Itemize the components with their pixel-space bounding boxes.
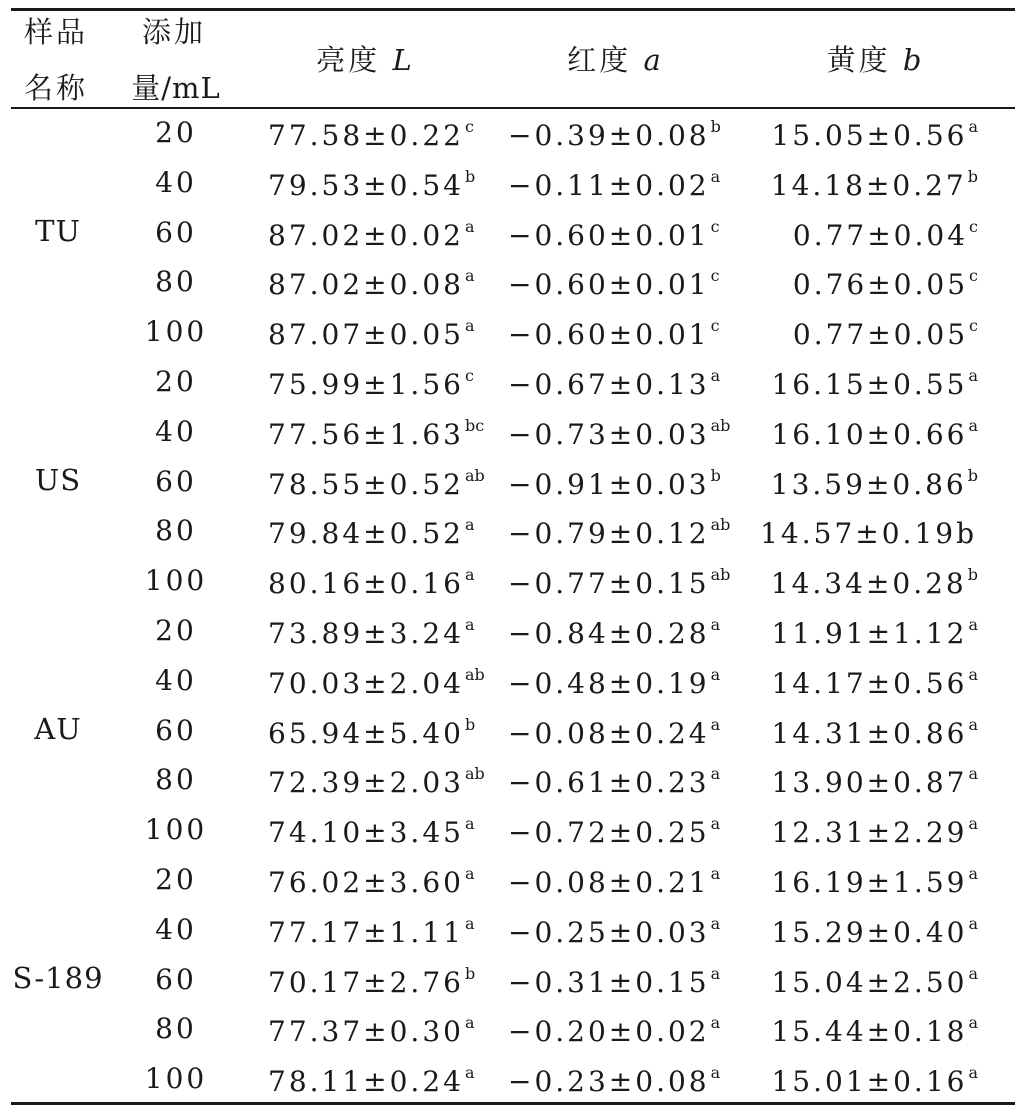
- cell-yellowness: [771, 119, 978, 150]
- cell-yellowness: [771, 617, 978, 648]
- cell-redness: [508, 318, 720, 349]
- header-redness-label: 红度: [567, 43, 632, 77]
- cell-amount-value: 100: [144, 564, 208, 597]
- cell-redness-significance-letter: ab: [710, 515, 731, 534]
- cell-yellowness-significance-letter: a: [968, 1013, 978, 1032]
- cell-redness-value: −0.11±0.02: [508, 169, 710, 202]
- cell-amount: [155, 863, 197, 896]
- cell-lightness-significance-letter: a: [464, 1063, 475, 1082]
- cell-lightness-significance-letter: a: [464, 814, 475, 833]
- cell-lightness-value: 77.37±0.30: [268, 1015, 464, 1048]
- table-top-rule: [11, 8, 1015, 11]
- cell-yellowness-significance-letter: a: [968, 814, 978, 833]
- table-header-rule: [11, 107, 1015, 109]
- header-lightness: [316, 43, 412, 77]
- cell-yellowness-significance-letter: a: [968, 615, 978, 634]
- cell-redness-significance-letter: ab: [710, 565, 731, 584]
- cell-amount-value: 60: [155, 465, 197, 498]
- cell-yellowness-value: 0.76±0.05: [792, 268, 969, 301]
- cell-amount: [155, 465, 197, 498]
- cell-lightness-significance-letter: ab: [464, 665, 485, 684]
- table-bottom-rule: [11, 1102, 1015, 1105]
- cell-lightness-value: 75.99±1.56: [268, 368, 464, 401]
- cell-yellowness-value: 15.44±0.18: [771, 1015, 968, 1048]
- cell-yellowness-significance-letter: c: [969, 316, 978, 335]
- cell-yellowness: [771, 468, 978, 499]
- cell-lightness-value: 74.10±3.45: [268, 816, 464, 849]
- cell-yellowness: [771, 1065, 978, 1096]
- cell-yellowness-value: 14.18±0.27: [770, 169, 967, 202]
- cell-yellowness: [771, 418, 978, 449]
- cell-amount-value: 60: [155, 714, 197, 747]
- cell-lightness-significance-letter: a: [464, 217, 475, 236]
- cell-redness-significance-letter: a: [710, 914, 721, 933]
- cell-redness-significance-letter: a: [710, 814, 721, 833]
- cell-redness-value: −0.91±0.03: [508, 468, 710, 501]
- cell-yellowness-value: 0.77±0.05: [792, 318, 969, 351]
- cell-amount: [155, 415, 197, 448]
- cell-lightness-value: 65.94±5.40: [268, 717, 464, 750]
- cell-redness-significance-letter: b: [710, 117, 721, 136]
- cell-yellowness: [771, 368, 978, 399]
- cell-yellowness: [771, 169, 978, 200]
- header-sample-line1: 样品: [23, 15, 89, 49]
- cell-redness: [508, 866, 720, 897]
- cell-lightness-value: 72.39±2.03: [268, 766, 464, 799]
- cell-redness-value: −0.77±0.15: [508, 567, 710, 600]
- cell-yellowness-significance-letter: a: [968, 117, 978, 136]
- group-label-au: AU: [34, 712, 82, 746]
- cell-yellowness-value: 15.01±0.16: [771, 1065, 968, 1098]
- cell-redness-value: −0.73±0.03: [508, 418, 710, 451]
- cell-lightness-significance-letter: a: [464, 316, 475, 335]
- cell-yellowness: [793, 318, 978, 349]
- cell-redness-significance-letter: a: [710, 964, 721, 983]
- cell-redness-significance-letter: c: [710, 217, 720, 236]
- header-yellowness-label: 黄度: [826, 43, 891, 77]
- cell-amount-value: 100: [144, 1062, 208, 1095]
- cell-yellowness-value: 11.91±1.12: [771, 617, 968, 650]
- cell-amount-value: 40: [155, 166, 197, 199]
- cell-redness-value: −0.60±0.01: [508, 268, 710, 301]
- cell-amount: [144, 564, 208, 597]
- header-redness-symbol: a: [643, 43, 661, 77]
- cell-amount: [155, 265, 197, 298]
- cell-lightness-significance-letter: a: [464, 1013, 475, 1032]
- cell-lightness: [268, 1015, 475, 1046]
- cell-redness-significance-letter: a: [710, 1063, 721, 1082]
- cell-yellowness: [771, 966, 978, 997]
- cell-amount: [155, 365, 197, 398]
- cell-lightness-value: 78.11±0.24: [268, 1065, 464, 1098]
- header-amount-line2: 量/mL: [131, 71, 221, 105]
- cell-amount: [155, 963, 197, 996]
- cell-amount: [155, 216, 197, 249]
- cell-yellowness: [771, 866, 978, 897]
- cell-redness-value: −0.79±0.12: [508, 517, 710, 550]
- cell-lightness: [268, 119, 474, 150]
- cell-lightness: [268, 169, 475, 200]
- cell-redness: [508, 966, 720, 997]
- cell-lightness-value: 79.84±0.52: [268, 517, 464, 550]
- cell-redness-value: −0.48±0.19: [508, 667, 710, 700]
- cell-amount-value: 100: [144, 315, 208, 348]
- cell-yellowness-value: 0.77±0.04: [792, 219, 969, 252]
- cell-lightness-significance-letter: a: [464, 565, 475, 584]
- cell-amount-value: 40: [155, 913, 197, 946]
- header-lightness-label: 亮度: [316, 43, 381, 77]
- cell-yellowness-value: 14.17±0.56: [771, 667, 968, 700]
- cell-amount-value: 20: [155, 863, 197, 896]
- cell-amount-value: 80: [155, 514, 197, 547]
- cell-lightness-significance-letter: a: [464, 266, 475, 285]
- cell-yellowness-significance-letter: b: [967, 167, 978, 186]
- cell-yellowness-significance-letter: a: [968, 1063, 978, 1082]
- cell-redness-significance-letter: a: [710, 167, 721, 186]
- cell-lightness: [268, 418, 484, 449]
- cell-redness-value: −0.08±0.24: [508, 717, 710, 750]
- cell-yellowness: [760, 517, 978, 548]
- cell-lightness: [268, 368, 474, 399]
- cell-redness-significance-letter: a: [710, 366, 721, 385]
- cell-amount-value: 40: [155, 664, 197, 697]
- cell-amount: [155, 913, 197, 946]
- cell-yellowness-significance-letter: a: [968, 864, 978, 883]
- cell-amount: [155, 614, 197, 647]
- cell-lightness: [268, 966, 475, 997]
- cell-redness-value: −0.61±0.23: [508, 766, 710, 799]
- cell-lightness-value: 79.53±0.54: [268, 169, 464, 202]
- cell-yellowness-significance-letter: b: [967, 565, 978, 584]
- cell-lightness: [268, 717, 475, 748]
- group-label-s189: S-189: [12, 961, 104, 995]
- cell-yellowness-value: 15.04±2.50: [771, 966, 968, 999]
- cell-lightness: [268, 517, 475, 548]
- cell-yellowness-significance-letter: b: [967, 466, 978, 485]
- cell-redness-value: −0.25±0.03: [508, 916, 710, 949]
- cell-yellowness-significance-letter: a: [968, 964, 978, 983]
- cell-lightness-significance-letter: b: [464, 964, 476, 983]
- cell-yellowness-value: 12.31±2.29: [771, 816, 968, 849]
- cell-lightness: [268, 866, 475, 897]
- cell-amount-value: 80: [155, 265, 197, 298]
- cell-lightness-significance-letter: a: [464, 914, 475, 933]
- header-sample-line2: 名称: [23, 71, 89, 105]
- cell-redness-value: −0.60±0.01: [508, 219, 710, 252]
- cell-lightness: [268, 816, 475, 847]
- cell-lightness: [268, 617, 475, 648]
- cell-amount-value: 20: [155, 614, 197, 647]
- cell-redness: [508, 766, 720, 797]
- cell-redness: [508, 1015, 720, 1046]
- cell-lightness-value: 87.02±0.02: [268, 219, 464, 252]
- cell-amount: [155, 514, 197, 547]
- cell-redness-value: −0.39±0.08: [508, 119, 710, 152]
- cell-yellowness: [771, 766, 978, 797]
- cell-redness-value: −0.67±0.13: [508, 368, 710, 401]
- cell-lightness-significance-letter: b: [464, 715, 476, 734]
- cell-lightness-value: 80.16±0.16: [268, 567, 464, 600]
- cell-redness-significance-letter: a: [710, 665, 721, 684]
- cell-redness: [508, 717, 720, 748]
- cell-lightness-significance-letter: c: [464, 117, 474, 136]
- cell-redness: [508, 567, 730, 598]
- cell-lightness-significance-letter: c: [464, 366, 474, 385]
- cell-yellowness: [793, 268, 978, 299]
- header-lightness-symbol: L: [392, 43, 412, 77]
- cell-lightness-value: 77.17±1.11: [268, 916, 464, 949]
- cell-lightness-value: 87.02±0.08: [268, 268, 464, 301]
- cell-lightness-value: 70.03±2.04: [268, 667, 464, 700]
- cell-amount-value: 80: [155, 1012, 197, 1045]
- cell-redness-value: −0.84±0.28: [508, 617, 710, 650]
- cell-amount: [144, 1062, 208, 1095]
- cell-lightness: [268, 766, 485, 797]
- cell-amount: [155, 116, 197, 149]
- header-amount-line1: 添加: [141, 15, 207, 49]
- cell-yellowness-value: 13.90±0.87: [771, 766, 968, 799]
- cell-redness: [508, 617, 720, 648]
- cell-redness-value: −0.60±0.01: [508, 318, 710, 351]
- cell-lightness: [268, 667, 485, 698]
- cell-lightness: [268, 318, 475, 349]
- cell-amount-value: 100: [144, 813, 208, 846]
- cell-lightness-value: 70.17±2.76: [268, 966, 464, 999]
- cell-lightness-significance-letter: a: [464, 515, 475, 534]
- cell-redness-significance-letter: a: [710, 1013, 721, 1032]
- cell-amount-value: 60: [155, 963, 197, 996]
- cell-yellowness-value: 15.29±0.40: [771, 916, 968, 949]
- cell-amount: [155, 1012, 197, 1045]
- cell-redness-significance-letter: ab: [710, 416, 731, 435]
- cell-yellowness: [771, 667, 978, 698]
- cell-redness-value: −0.23±0.08: [508, 1065, 710, 1098]
- cell-amount: [155, 714, 197, 747]
- header-yellowness: [826, 43, 922, 77]
- cell-redness-value: −0.08±0.21: [508, 866, 710, 899]
- cell-yellowness-value: 16.15±0.55: [771, 368, 968, 401]
- cell-lightness: [268, 567, 475, 598]
- cell-lightness-significance-letter: ab: [464, 764, 485, 783]
- cell-yellowness-significance-letter: a: [968, 715, 978, 734]
- cell-lightness-significance-letter: b: [464, 167, 476, 186]
- cell-amount: [144, 315, 208, 348]
- cell-amount-value: 80: [155, 763, 197, 796]
- group-label-tu: TU: [35, 214, 81, 248]
- cell-lightness: [268, 916, 475, 947]
- cell-redness-significance-letter: a: [710, 615, 721, 634]
- cell-yellowness: [771, 567, 978, 598]
- cell-amount-value: 40: [155, 415, 197, 448]
- cell-yellowness: [771, 1015, 978, 1046]
- cell-amount-value: 60: [155, 216, 197, 249]
- cell-redness-value: −0.72±0.25: [508, 816, 710, 849]
- cell-yellowness-significance-letter: a: [968, 914, 978, 933]
- cell-yellowness-significance-letter: a: [968, 665, 978, 684]
- cell-yellowness-value: 13.59±0.86: [770, 468, 967, 501]
- cell-yellowness: [793, 219, 978, 250]
- cell-redness-significance-letter: c: [710, 316, 720, 335]
- cell-yellowness-significance-letter: c: [969, 217, 978, 236]
- cell-redness: [508, 119, 721, 150]
- cell-yellowness-value: 14.31±0.86: [771, 717, 968, 750]
- group-label-us: US: [34, 463, 82, 497]
- cell-yellowness: [771, 916, 978, 947]
- cell-redness-significance-letter: a: [710, 864, 721, 883]
- cell-lightness-significance-letter: a: [464, 864, 475, 883]
- cell-redness: [508, 468, 721, 499]
- cell-redness: [508, 816, 720, 847]
- cell-yellowness-value: 14.34±0.28: [770, 567, 967, 600]
- cell-redness: [508, 169, 720, 200]
- cell-redness-value: −0.20±0.02: [508, 1015, 710, 1048]
- header-redness: [567, 43, 661, 77]
- cell-yellowness-value: 16.10±0.66: [771, 418, 968, 451]
- cell-redness: [508, 916, 720, 947]
- cell-lightness-value: 76.02±3.60: [268, 866, 464, 899]
- cell-lightness-value: 73.89±3.24: [268, 617, 464, 650]
- cell-amount: [155, 166, 197, 199]
- cell-lightness-significance-letter: bc: [464, 416, 485, 435]
- cell-redness: [508, 517, 730, 548]
- cell-yellowness-significance-letter: a: [968, 764, 978, 783]
- cell-lightness-significance-letter: a: [464, 615, 475, 634]
- cell-lightness-value: 77.58±0.22: [268, 119, 464, 152]
- cell-yellowness-significance-letter: a: [968, 416, 978, 435]
- cell-lightness-value: 77.56±1.63: [268, 418, 464, 451]
- cell-yellowness-significance-letter: c: [969, 266, 978, 285]
- cell-yellowness-value: 16.19±1.59: [771, 866, 968, 899]
- cell-redness-significance-letter: a: [710, 715, 721, 734]
- cell-amount: [144, 813, 208, 846]
- cell-redness: [508, 418, 730, 449]
- cell-redness-significance-letter: b: [710, 466, 721, 485]
- cell-amount: [155, 763, 197, 796]
- cell-redness-value: −0.31±0.15: [508, 966, 710, 999]
- cell-lightness: [268, 1065, 475, 1096]
- cell-amount-value: 20: [155, 116, 197, 149]
- cell-lightness: [268, 268, 475, 299]
- cell-redness: [508, 268, 720, 299]
- cell-yellowness-significance-letter: a: [968, 366, 978, 385]
- cell-lightness-value: 87.07±0.05: [268, 318, 464, 351]
- cell-lightness-significance-letter: ab: [464, 466, 485, 485]
- cell-redness: [508, 667, 720, 698]
- cell-yellowness-value: 15.05±0.56: [771, 119, 968, 152]
- cell-redness: [508, 1065, 720, 1096]
- cell-lightness-value: 78.55±0.52: [268, 468, 464, 501]
- header-yellowness-symbol: b: [902, 43, 922, 77]
- cell-redness: [508, 219, 720, 250]
- cell-yellowness: [771, 717, 978, 748]
- cell-redness-significance-letter: a: [710, 764, 721, 783]
- cell-yellowness-value: 14.57±0.19b: [760, 517, 977, 550]
- cell-yellowness: [771, 816, 978, 847]
- cell-amount-value: 20: [155, 365, 197, 398]
- cell-redness: [508, 368, 720, 399]
- cell-lightness: [268, 219, 475, 250]
- cell-redness-significance-letter: c: [710, 266, 720, 285]
- cell-lightness: [268, 468, 485, 499]
- cell-amount: [155, 664, 197, 697]
